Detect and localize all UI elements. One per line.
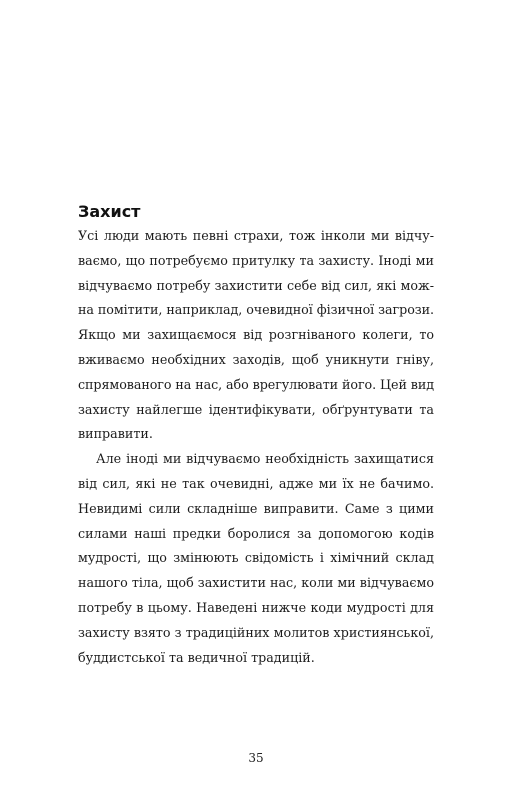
text-line: нашого тіла, щоб захистити нас, коли ми відчуваємо <box>78 575 434 591</box>
text-line: вживаємо необхідних заходів, щоб уникнути гніву, <box>78 351 434 367</box>
paragraph-1 <box>78 224 434 447</box>
text-line: спрямованого на нас, або врегулювати його. Цей вид <box>78 376 434 392</box>
text-line: ваємо, що потребуємо притулку та захисту. Іноді ми <box>78 252 434 268</box>
text-line: Якщо ми захищаємося від розгніваного колеги, то <box>78 327 434 343</box>
text-line: захисту найлегше ідентифікувати, обґрунтувати та <box>78 401 434 417</box>
text-line: відчуваємо потребу захистити себе від сил, які мож- <box>78 277 434 293</box>
text-line: на помітити, наприклад, очевидної фізичної загрози. <box>78 302 434 318</box>
text-line: буддистської та ведичної традицій. <box>78 649 315 665</box>
text-line: силами наші предки боролися за допомогою кодів <box>78 525 434 541</box>
text-line: потребу в цьому. Наведені нижче коди мудрості для <box>78 599 434 615</box>
text-line: Невидимі сили складніше виправити. Саме з цими <box>78 500 434 516</box>
paragraph-2 <box>78 447 434 670</box>
text-line: мудрості, що змінюють свідомість і хімічний склад <box>78 550 434 566</box>
body-text <box>78 224 434 670</box>
section-heading: Захист <box>78 202 141 221</box>
text-line: від сил, які не так очевидні, адже ми їх не бачимо. <box>78 475 434 491</box>
text-line: захисту взято з традиційних молитов християнської, <box>78 624 434 640</box>
text-line: Але іноді ми відчуваємо необхідність захищатися <box>96 451 434 467</box>
page-number: 35 <box>248 751 264 765</box>
text-line: виправити. <box>78 426 153 442</box>
text-line: Усі люди мають певні страхи, тож інколи ми відчу- <box>78 228 434 243</box>
